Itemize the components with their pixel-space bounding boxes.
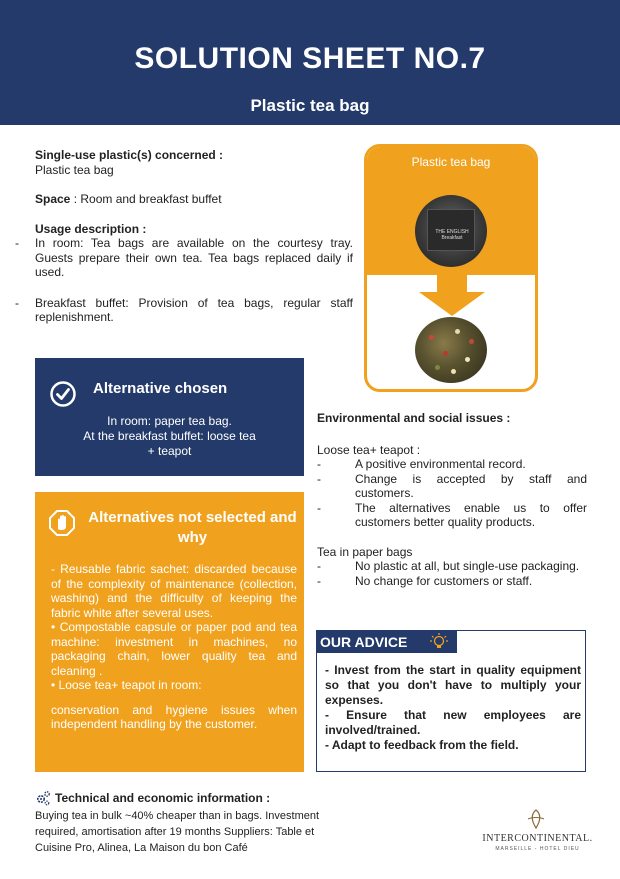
environment-list [317, 457, 587, 530]
plastics-block [35, 148, 353, 177]
not-selected-item: • Loose tea+ teapot in room: [51, 678, 202, 692]
environment-list [317, 559, 587, 588]
advice-item: - Adapt to feedback from the field. [325, 738, 519, 752]
environment-group-title: Loose tea+ teapot : [317, 442, 421, 457]
usage-block [35, 222, 353, 325]
loose-tea-photo [415, 317, 487, 383]
logo-subtitle: MARSEILLE - HOTEL DIEU [495, 846, 580, 852]
plastics-label: Single-use plastic(s) concerned : [35, 148, 224, 162]
space-label: Space [35, 192, 71, 206]
environmental-issues-section [317, 411, 587, 603]
tea-bag-card [364, 144, 538, 392]
intercontinental-logo [480, 808, 595, 858]
alternative-body [35, 414, 304, 459]
header-banner [0, 0, 620, 125]
space-block [35, 192, 353, 207]
advice-title: OUR ADVICE [317, 631, 457, 653]
down-arrow-icon [417, 275, 487, 317]
advice-item: - Ensure that new employees are involved/trained. [325, 708, 581, 737]
hotel-logo-mark-icon [525, 808, 547, 830]
intro-section [35, 148, 353, 340]
environment-item: - No change for customers or staff. [317, 574, 587, 589]
environment-group-title: Tea in paper bags [317, 544, 413, 559]
advice-item: - Invest from the start in quality equipment so that you don't have to multiply your expenses. [325, 663, 581, 707]
not-selected-heading: Alternatives not selected and why [88, 509, 297, 546]
usage-list [35, 236, 353, 325]
photo-text-1: THE ENGLISH [435, 229, 469, 235]
technical-info-section [35, 790, 335, 856]
alternative-line: + teapot [147, 444, 192, 458]
environment-item: - No plastic at all, but single-use packaging. [317, 559, 587, 574]
usage-item: - In room: Tea bags are available on the courtesy tray. Guests prepare their own tea. Tea bags replaced daily if used. [35, 236, 353, 280]
alternative-line: At the breakfast buffet: loose tea [83, 429, 256, 443]
gears-icon [35, 790, 51, 806]
advice-box [316, 630, 586, 772]
photo-text-2: Breakfast [441, 235, 463, 241]
environment-item: - The alternatives enable us to offer customers better quality products. [317, 501, 587, 530]
not-selected-item: conservation and hygiene issues when independent handling by the customer. [51, 702, 297, 731]
not-selected-item: - Reusable fabric sachet: discarded because of the complexity of maintenance (collection, washing) and the difficulty of keeping the fabric white after several uses. [51, 562, 297, 620]
environment-item: - Change is accepted by staff and customers. [317, 472, 587, 501]
plastics-value: Plastic tea bag [35, 162, 114, 177]
advice-body [325, 663, 581, 753]
lightbulb-icon [429, 632, 449, 652]
technical-heading-row [35, 790, 335, 806]
usage-label: Usage description : [35, 221, 147, 236]
environment-group [317, 545, 587, 589]
technical-heading: Technical and economic information : [55, 791, 271, 805]
stop-hand-icon [49, 510, 75, 536]
card-title: Plastic tea bag [411, 155, 491, 169]
page-subtitle: Plastic tea bag [250, 96, 370, 115]
alternatives-not-selected-box [35, 492, 304, 772]
page-title: SOLUTION SHEET NO.7 [134, 42, 486, 75]
environment-heading: Environmental and social issues : [317, 411, 511, 425]
alternative-line: In room: paper tea bag. [107, 414, 232, 428]
not-selected-body [51, 562, 297, 732]
tea-bag-box-photo [415, 195, 487, 267]
environment-group [317, 443, 587, 530]
checkmark-circle-icon [49, 380, 77, 408]
usage-item: - Breakfast buffet: Provision of tea bags, regular staff replenishment. [35, 296, 353, 325]
alternative-heading: Alternative chosen [93, 380, 228, 397]
not-selected-item: • Compostable capsule or paper pod and tea machine: investment in machines, no packaging chain, lower quality tea and cleaning . [51, 620, 297, 678]
alternative-chosen-box [35, 358, 304, 476]
space-value: : Room and breakfast buffet [70, 192, 222, 206]
environment-item: - A positive environmental record. [317, 457, 587, 472]
technical-body: Buying tea in bulk ~40% cheaper than in bags. Investment required, amortisation after 19 months Suppliers: Table et Cuisine Pro, Alinea, La Maison du bon Café [35, 810, 320, 854]
logo-name: INTERCONTINENTAL. [482, 833, 593, 844]
